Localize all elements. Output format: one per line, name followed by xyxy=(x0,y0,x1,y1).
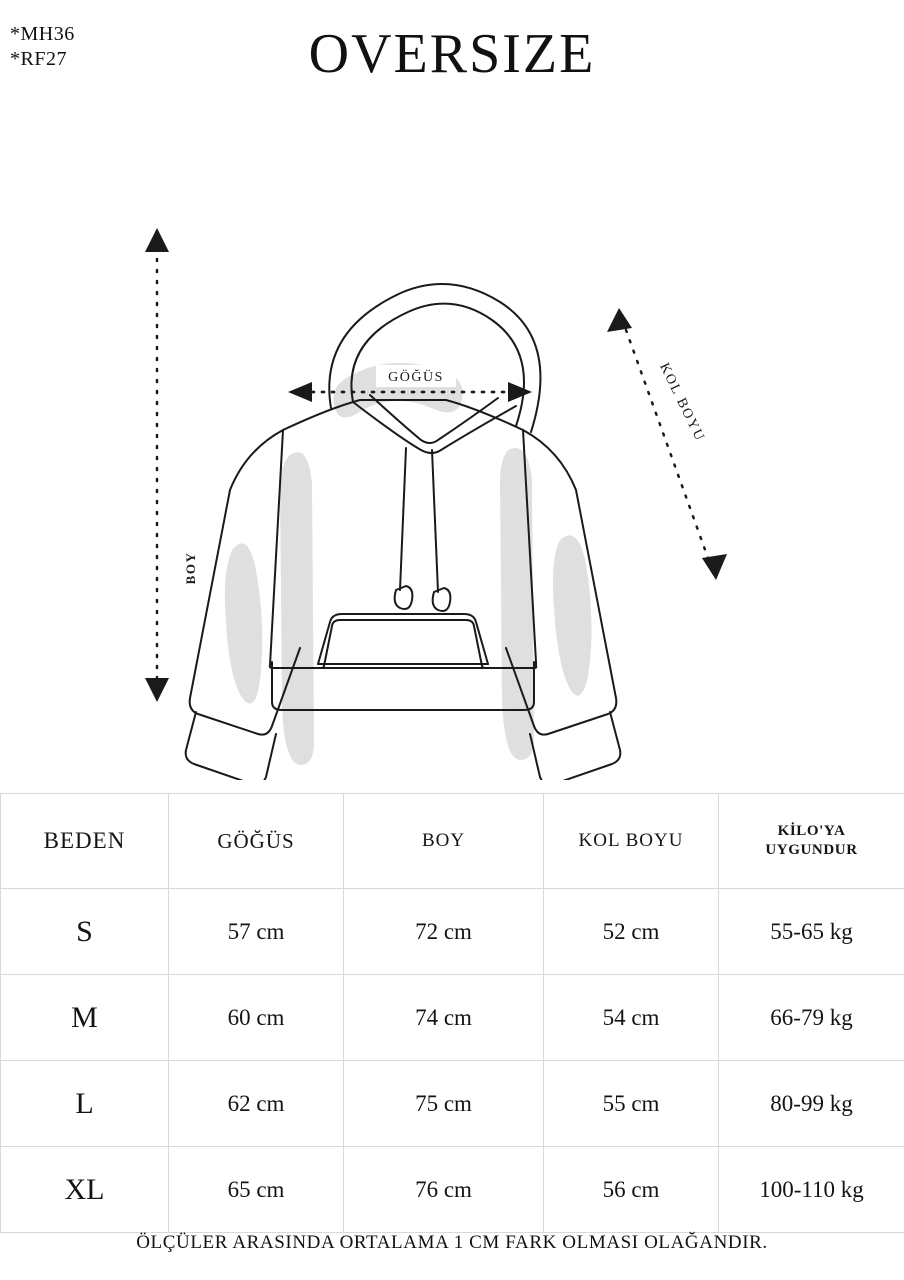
size-table-wrapper xyxy=(0,793,904,1233)
cell-weight: 100-110 kg xyxy=(719,1147,904,1233)
table-row xyxy=(1,1061,904,1147)
cell-length: 76 cm xyxy=(344,1147,544,1233)
sleeve-label: KOL BOYU xyxy=(656,360,708,445)
cell-sleeve: 54 cm xyxy=(544,975,719,1061)
cell-chest: 62 cm xyxy=(169,1061,344,1147)
cell-weight: 55-65 kg xyxy=(719,889,904,975)
cell-weight: 80-99 kg xyxy=(719,1061,904,1147)
measurement-note: ÖLÇÜLER ARASINDA ORTALAMA 1 CM FARK OLMASI OLAĞANDIR. xyxy=(136,1232,768,1253)
column-header-weight-line1: KİLO'YA xyxy=(777,823,846,839)
cell-length: 74 cm xyxy=(344,975,544,1061)
column-header-weight-line2: UYGUNDUR xyxy=(765,842,858,858)
cell-sleeve: 52 cm xyxy=(544,889,719,975)
table-row xyxy=(1,975,904,1061)
cell-size: L xyxy=(1,1061,169,1147)
cell-size: M xyxy=(1,975,169,1061)
cell-length: 72 cm xyxy=(344,889,544,975)
product-code-2: *RF27 xyxy=(10,48,67,70)
cell-sleeve: 56 cm xyxy=(544,1147,719,1233)
table-row xyxy=(1,1147,904,1233)
column-header-size: BEDEN xyxy=(1,794,169,889)
cell-size: XL xyxy=(1,1147,169,1233)
length-label: BOY xyxy=(183,551,198,585)
cell-length: 75 cm xyxy=(344,1061,544,1147)
column-header-chest: GÖĞÜS xyxy=(169,794,344,889)
cell-weight: 66-79 kg xyxy=(719,975,904,1061)
column-header-length: BOY xyxy=(344,794,544,889)
chest-label: GÖĞÜS xyxy=(388,370,444,385)
size-table xyxy=(0,793,904,1233)
table-header-row xyxy=(1,794,904,889)
cell-chest: 57 cm xyxy=(169,889,344,975)
cell-sleeve: 55 cm xyxy=(544,1061,719,1147)
column-header-weight xyxy=(719,794,904,889)
product-code-1: *MH36 xyxy=(10,23,75,45)
table-row xyxy=(1,889,904,975)
cell-size: S xyxy=(1,889,169,975)
garment-illustration xyxy=(0,150,904,780)
length-measure-arrow xyxy=(145,228,169,702)
page-title: OVERSIZE xyxy=(308,23,596,85)
cell-chest: 65 cm xyxy=(169,1147,344,1233)
column-header-sleeve: KOL BOYU xyxy=(544,794,719,889)
cell-chest: 60 cm xyxy=(169,975,344,1061)
